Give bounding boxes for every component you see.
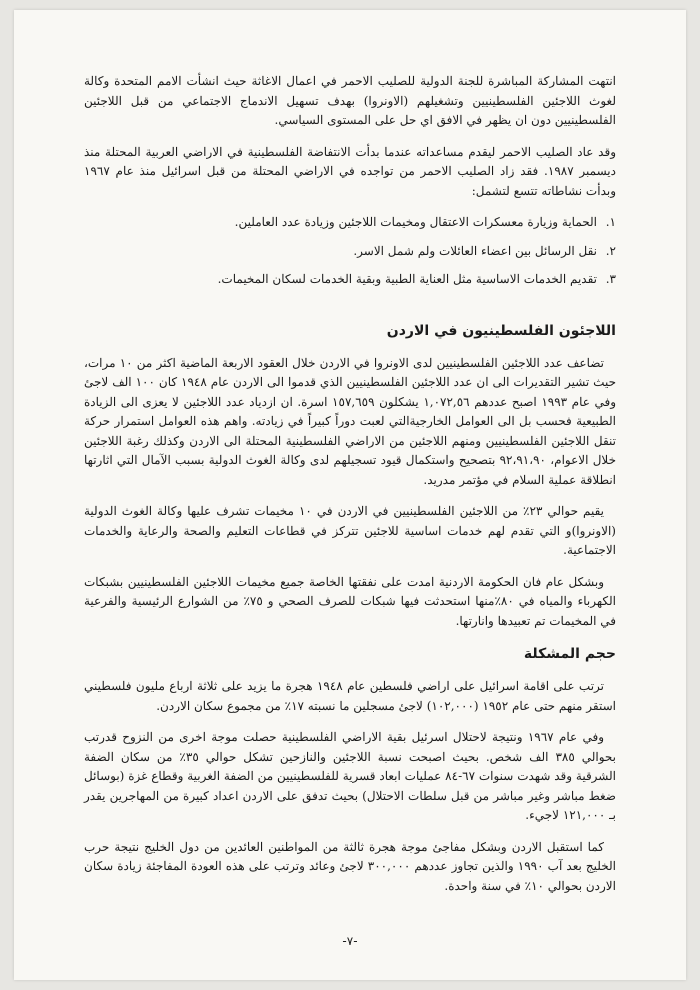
document-page [14, 10, 686, 980]
section-heading-refugees-in-jordan: اللاجئون الفلسطينيون في الاردن [386, 322, 616, 339]
page-number: -٧- [342, 934, 358, 948]
section-heading-problem-size: حجم المشكلة [523, 646, 616, 662]
list-item [84, 213, 616, 233]
list-item-number: ١. [605, 215, 616, 229]
section1-paragraph-2: يقيم حوالي ٢٣٪ من اللاجئين الفلسطينيين في الاردن في ١٠ مخيمات تشرف عليها وكالة الغوث الدولية (الاونروا)و التي تقدم لهم خدمات اساسية للاجئين تتركز في قطاعات التعليم والصحة والرعاية والخدمات الاجتماعية. [84, 504, 616, 557]
list-item-number: ٢. [605, 243, 616, 258]
page-content [84, 72, 616, 908]
activities-list [84, 213, 616, 290]
list-item [84, 242, 616, 262]
section2-paragraph-3: كما استقبل الاردن وبشكل مفاجئ موجة هجرة ثالثة من المواطنين العائدين من دول الخليج نتيجة حرب الخليج بعد آب ١٩٩٠ والذين تجاوز عددهم ٣٠٠,٠٠٠ لاجئ وعائد وترتب على هذه العودة المفاجئة زيادة سكان الاردن بحوالي ١٠٪ في سنة واحدة. [84, 839, 617, 893]
list-item [84, 270, 616, 290]
list-item-number: ٣. [605, 272, 616, 286]
section2-paragraph-2: وفي عام ١٩٦٧ ونتيجة لاحتلال اسرئيل بقية الاراضي الفلسطينية حصلت موجة اخرى من النزوح قدرتب بحوالي ٣٨٥ الف شخص. بحيث اصبحت نسبة اللاجئين والنازحين تشكل حوالي ٣٥٪ من سكان الضفة الشرقية وقد شهدت سنوات ٦٧-٨٤ عمليات ابعاد قسرية للفلسطينيين من الضفة الغربية وقطاع غزة (بوسائل ضغط مباشر وغير مباشر من قبل سلطات الاحتلال) بحيث تدفق على الاردن اعداد كبيرة من المهاجرين يقدر بـ ١٢١,٠٠٠ لاجيء. [84, 730, 617, 822]
list-item-text: الحماية وزيارة معسكرات الاعتقال ومخيمات اللاجئين وزيادة عدد العاملين. [234, 215, 597, 229]
section2-paragraph-1: ترتب على اقامة اسرائيل على اراضي فلسطين عام ١٩٤٨ هجرة ما يزيد على ثلاثة ارباع مليون فلسطيني استقر منهم حتى عام ١٩٥٢ (١٠٢,٠٠٠) لاجئ مسجلين ما نسبته ١٧٪ من مجموع سكان الاردن. [84, 679, 616, 713]
intro-paragraph-1: انتهت المشاركة المباشرة للجنة الدولية للصليب الاحمر في اعمال الاغاثة حيث انشأت الامم المتحدة وكالة لغوث اللاجئين الفلسطينيين وتشغيلهم (الاونروا) بهدف تسهيل الاندماج الاجتماعي من قبل اللاجئين الفلسطينيين دون ان يظهر في الافق اي حل على المستوى السياسي. [84, 74, 616, 127]
section1-paragraph-1: تضاعف عدد اللاجئين الفلسطينيين لدى الاونروا في الاردن خلال العقود الاربعة الماضية اكثر من ١٠ مرات، حيث تشير التقديرات الى ان عدد اللاجئين الفلسطينيين الذي قدموا الى الاردن عام ١٩٤٨ كان ١٠٠ الف لاجئ وفي عام ١٩٩٣ اصبح عددهم ١,٠٧٢,٥٦ يشكلون ١٥٧,٦٥٩ اسرة. ان ازدياد عدد اللاجئين لا يعزى الى الزيادة الطبيعية فحسب بل الى العوامل الخارجيةالتي لعبت دوراً كبيراً في زيادته. واهم هذه العوامل استمرار حركة تنقل اللاجئين الفلسطينيين ومنهم اللاجئين من الاراضي الفلسطينية المحتلة الى الاردن وكذلك رغبة اللاجئين خلال الاعوام، ٩٢،٩١،٩٠ بتصحيح واستكمال قيود تسجيلهم لدى وكالة الغوث الدولية بسبب الآمال التي اثارتها انطلاقة عملية السلام في مؤتمر مدريد. [84, 355, 617, 487]
list-item-text: نقل الرسائل بين اعضاء العائلات ولم شمل الاسر. [353, 243, 597, 258]
section1-paragraph-3: وبشكل عام فان الحكومة الاردنية امدت على نفقتها الخاصة جميع مخيمات اللاجئين الفلسطينيين بشبكات الكهرباء والمياه في ٨٠٪منها استحدثت فيها شبكات للصرف الصحي و ٧٥٪ من الشوارع الرئيسية والفرعية في المخيمات تم تعبيدها وانارتها. [84, 574, 616, 628]
list-item-text: تقديم الخدمات الاساسية مثل العناية الطبية وبقية الخدمات لسكان المخيمات. [217, 272, 597, 286]
intro-paragraph-2: وقد عاد الصليب الاحمر ليقدم مساعداته عندما بدأت الانتفاضة الفلسطينية في الاراضي العربية المحتلة منذ ديسمبر ١٩٨٧. فقد زاد الصليب الاحمر من تواجده في الاراضي المحتلة من قبل اسرائيل منذ عام ١٩٦٧ وبدأت نشاطاته تتسع لتشمل: [84, 144, 616, 198]
